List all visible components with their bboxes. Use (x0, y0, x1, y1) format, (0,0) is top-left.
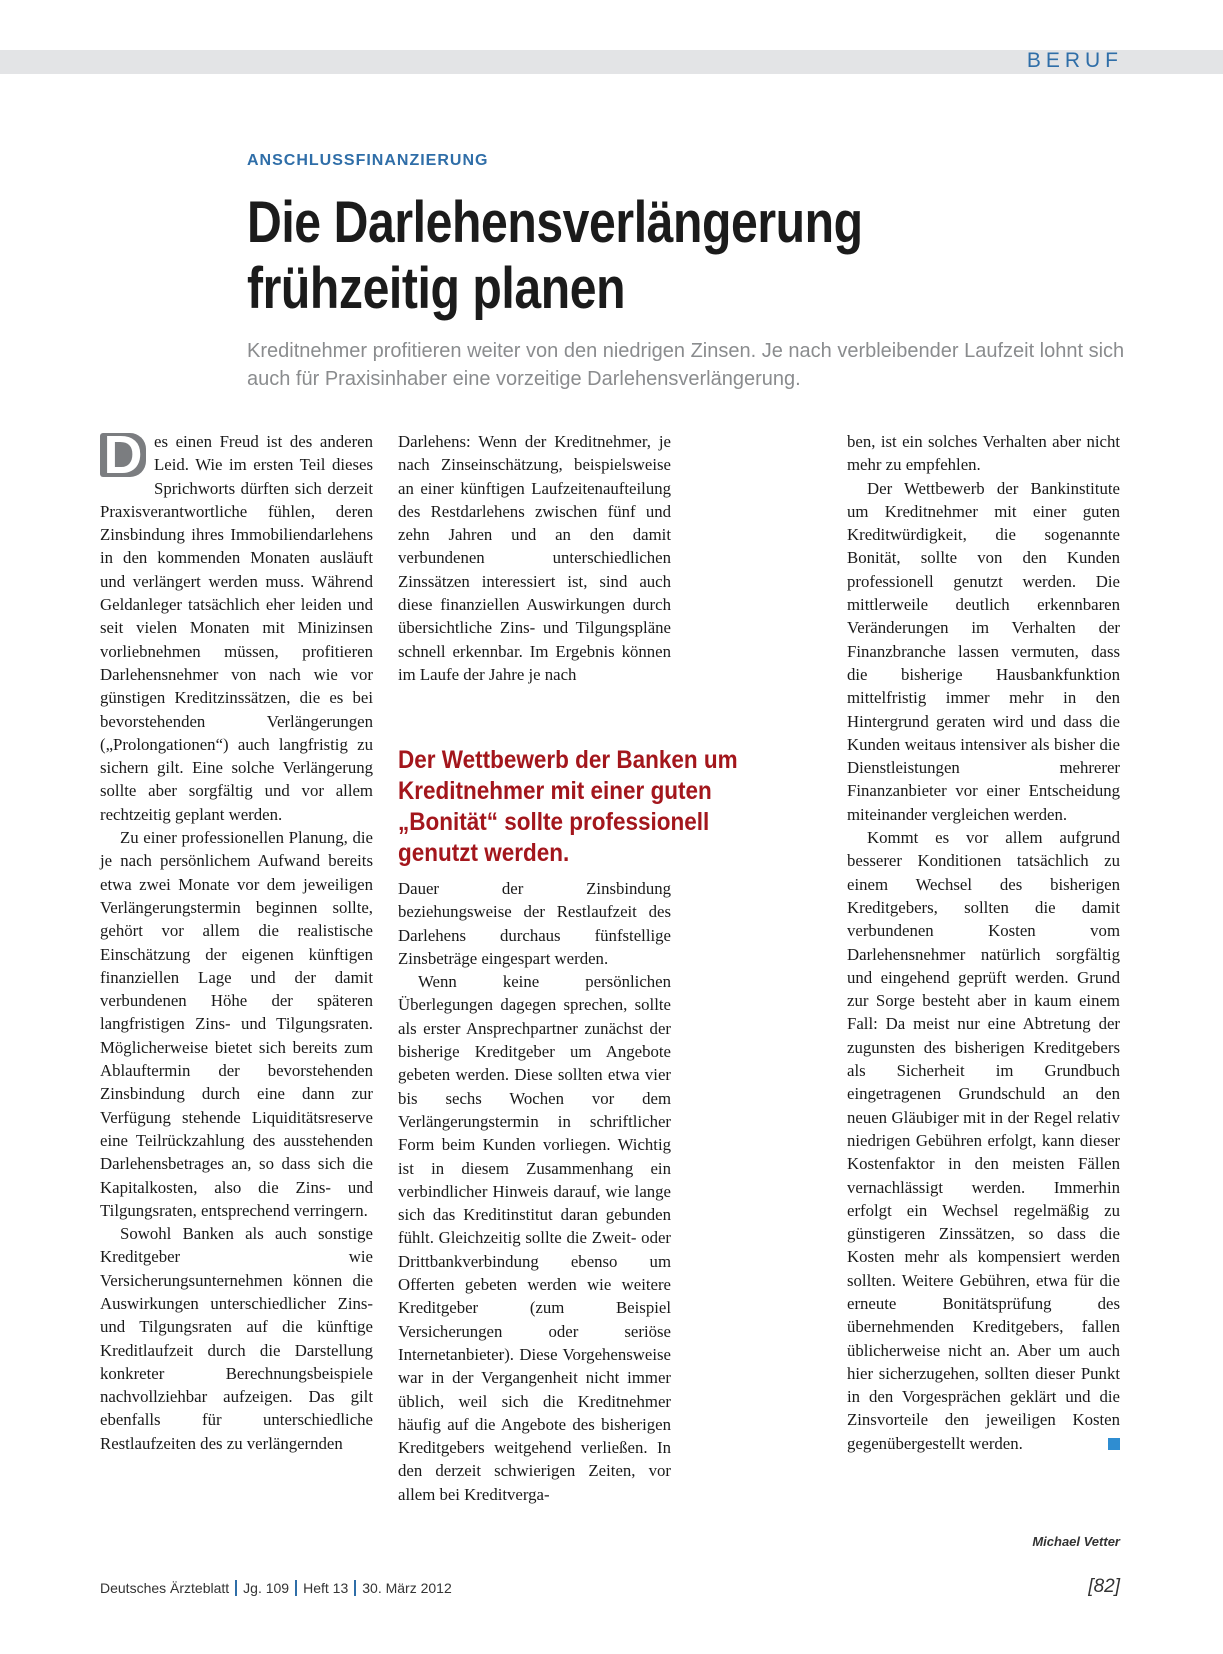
paragraph: Zu einer professionellen Planung, die je nach persönlichem Aufwand bereits etwa zwei Monate vor dem jeweiligen Verlängerungstermin beginnen sollte, gehört vor allem die realistische Einschätzung der eigenen künftigen finanziellen Lage und der damit verbundenen Höhe der späteren langfristigen Zins- und Tilgungsraten. Möglicherweise bietet sich bereits zum Ablauftermin der bevorstehenden Zinsbindung durch eine dann zur Verfügung stehende Liquiditätsreserve eine Teilrückzahlung des ausstehenden Darlehensbetrages an, so dass sich die Kapitalkosten, also die Zins- und Tilgungsraten, entsprechend verringern. (100, 828, 373, 1220)
date: 30. März 2012 (362, 1580, 452, 1596)
journal-name: Deutsches Ärzteblatt (100, 1580, 230, 1596)
issue: Heft 13 (303, 1580, 349, 1596)
headline-line-2: frühzeitig planen (247, 256, 626, 321)
pull-quote: Der Wettbewerb der Banken um Kreditnehmer mit einer guten „Bonität“ sollte professionell genutzt werden. (398, 746, 738, 867)
drop-cap: D (100, 433, 146, 477)
page-footer (100, 1580, 452, 1596)
separator (354, 1580, 356, 1596)
end-mark-icon (1108, 1438, 1120, 1450)
column-3 (847, 430, 1120, 1455)
paragraph (100, 430, 373, 826)
headline-line-1: Die Darlehensverlängerung (247, 190, 863, 255)
column-2-top (398, 430, 671, 686)
paragraph-text: es einen Freud ist des anderen Leid. Wie im ersten Teil dieses Sprichworts dürften sich derzeit Praxisverantwortliche fühlen, deren Zinsbindung ihres Immobiliendarlehens in den kommenden Monaten ausläuft und verlängert werden muss. Während Geldanleger tatsächlich eher leiden und seit vielen Monaten mit Minizinsen vorliebnehmen müssen, profitieren Darlehensnehmer von nach wie vor günstigen Kreditzinssätzen, die es bei bevorstehenden Verlängerungen („Prolongationen“) auch langfristig zu sichern gilt. Eine solche Verlängerung sollte aber sorgfältig und vor allem rechtzeitig geplant werden. (100, 432, 373, 824)
paragraph: ben, ist ein solches Verhalten aber nicht mehr zu empfehlen. (847, 432, 1120, 475)
column-1 (100, 430, 373, 1455)
author-byline: Michael Vetter (1032, 1534, 1120, 1549)
paragraph: Sowohl Banken als auch sonstige Kreditgeber wie Versicherungsunternehmen können die Auswirkungen unterschiedlicher Zins- und Tilgungsraten auf die künftige Kreditlaufzeit durch die Darstellung konkreter Berechnungsbeispiele nachvollziehbar aufzeigen. Das gilt ebenfalls für unterschiedliche Restlaufzeiten des zu verlängernden (100, 1224, 373, 1453)
paragraph-text: Kommt es vor allem aufgrund besserer Konditionen tatsächlich zu einem Wechsel des bisherigen Kreditgebers, sollten die damit verbundenen Kosten vom Darlehensnehmer natürlich sorgfältig und eingehend geprüft werden. Grund zur Sorge besteht aber in kaum einem Fall: Da meist nur eine Abtretung der zugunsten des bisherigen Kreditgebers als Sicherheit im Grundbuch eingetragenen Grundschuld an den neuen Gläubiger mit in der Regel relativ niedrigen Gebühren erfolgt, kann dieser Kostenfaktor in den meisten Fällen vernachlässigt werden. Immerhin erfolgt ein Wechsel regelmäßig zu günstigeren Zinssätzen, so dass die Kosten mehr als kompensiert werden sollten. Weitere Gebühren, etwa für die erneute Bonitätsprüfung des übernehmenden Kreditgebers, fallen üblicherweise nicht an. Aber um auch hier sicherzugehen, sollten dieser Punkt in den Vorgesprächen geklärt und die Zinsvorteile den jeweiligen Kosten gegenübergestellt werden. (847, 828, 1120, 1453)
article-deck: Kreditnehmer profitieren weiter von den niedrigen Zinsen. Je nach verbleibender Laufzeit lohnt sich auch für Praxisinhaber eine vorzeitige Darlehensverlängerung. (247, 340, 1125, 390)
column-2-bottom (398, 877, 671, 1506)
paragraph: Dauer der Zinsbindung beziehungsweise der Restlaufzeit des Darlehens durchaus fünfstellige Zinsbeträge eingespart werden. (398, 879, 671, 968)
page-number: [82] (1088, 1576, 1120, 1597)
volume: Jg. 109 (243, 1580, 290, 1596)
paragraph: Wenn keine persönlichen Überlegungen dagegen sprechen, sollte als erster Ansprechpartner zunächst der bisherige Kreditgeber um Angebote gebeten werden. Diese sollten etwa vier bis sechs Wochen vor dem Verlängerungstermin in schriftlicher Form beim Kunden vorliegen. Wichtig ist in diesem Zusammenhang ein verbindlicher Hinweis darauf, wie lange sich das Kreditinstitut daran gebunden fühlt. Gleichzeitig sollte die Zweit- oder Drittbankverbindung ebenso um Offerten gebeten werden wie weitere Kreditgeber (zum Beispiel Versicherungen oder seriöse Internetanbieter). Diese Vorgehensweise war in der Vergangenheit nicht immer üblich, weil sich die Kreditnehmer häufig auf die Angebote des bisherigen Kreditgebers weitgehend verließen. In den derzeit schwierigen Zeiten, vor allem bei Kreditverga- (398, 972, 671, 1504)
separator (295, 1580, 297, 1596)
article-headline (247, 190, 994, 322)
section-label: BERUF (1026, 49, 1123, 72)
article-kicker: ANSCHLUSSFINANZIERUNG (247, 152, 489, 169)
paragraph (847, 826, 1120, 1455)
paragraph: Der Wettbewerb der Bankinstitute um Kreditnehmer mit einer guten Kreditwürdigkeit, die sogenannte Bonität, sollte von den Kunden professionell genutzt werden. Die mittlerweile deutlich erkennbaren Veränderungen im Verhalten der Finanzbranche lassen vermuten, dass die bisherige Hausbankfunktion mittelfristig immer mehr in den Hintergrund geraten wird und dass die Kunden weitaus intensiver als bisher die Dienstleistungen mehrerer Finanzanbieter vor einer Entscheidung miteinander vergleichen werden. (847, 478, 1120, 824)
paragraph: Darlehens: Wenn der Kreditnehmer, je nach Zinseinschätzung, beispielsweise an einer künftigen Laufzeitenaufteilung des Restdarlehens zwischen fünf und zehn Jahren und an den damit verbundenen unterschiedlichen Zinssätzen interessiert ist, sind auch diese finanziellen Auswirkungen durch übersichtliche Zins- und Tilgungspläne schnell erkennbar. Im Ergebnis können im Laufe der Jahre je nach (398, 432, 671, 684)
separator (235, 1580, 237, 1596)
